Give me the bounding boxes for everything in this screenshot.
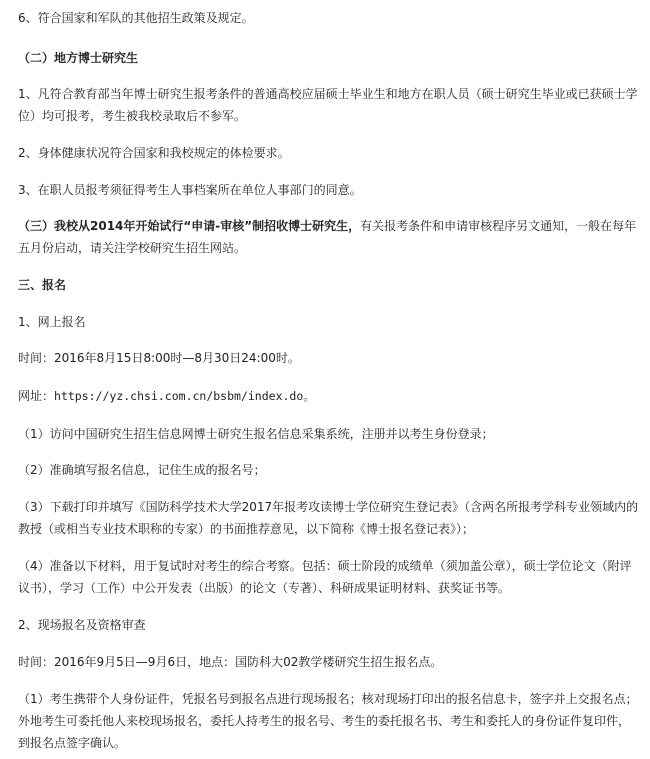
application-review-notice-bold: （三）我校从2014年开始试行“申请-审核”制招收博士研究生， xyxy=(18,219,361,233)
online-signup-url-line xyxy=(18,385,640,407)
application-review-notice xyxy=(18,215,640,259)
local-requirement-1: 1、凡符合教育部当年博士研究生报考条件的普通高校应届硕士毕业生和地方在职人员（硕士研究生毕业或已获硕士学位）均可报考，考生被我校录取后不参军。 xyxy=(18,87,638,123)
section-heading-local-phd: （二）地方博士研究生 xyxy=(18,51,139,65)
application-review-notice-text: 有关报考条件和申请审核程序另文通知，一般在每年五月份启动，请关注学校研究生招生网站。 xyxy=(18,219,637,255)
signup-url-link[interactable]: https://yz.chsi.com.cn/bsbm/index.do。 xyxy=(54,389,315,403)
online-step-2: （2）准确填写报名信息，记住生成的报名号； xyxy=(18,463,266,477)
online-signup-time: 时间：2016年8月15日8:00时—8月30日24:00时。 xyxy=(18,351,300,365)
section-heading-signup: 三、报名 xyxy=(18,278,67,292)
onsite-signup-title: 2、现场报名及资格审查 xyxy=(18,618,146,632)
url-label: 网址： xyxy=(18,389,55,403)
online-step-1: （1）访问中国研究生招生信息网博士研究生报名信息采集系统，注册并以考生身份登录； xyxy=(18,427,494,441)
online-step-4: （4）准备以下材料，用于复试时对考生的综合考察。包括：硕士阶段的成绩单（须加盖公章），硕士学位论文（附评议书），学习（工作）中公开发表（出版）的论文（专著）、科研成果证明材料、获奖证书等。 xyxy=(18,559,632,595)
onsite-step-1: （1）考生携带个人身份证件，凭报名号到报名点进行现场报名；核对现场打印出的报名信息卡，签字并上交报名点；外地考生可委托他人来校现场报名，委托人持考生的报名号、考生的委托报名书、考生和委托人的身份证件复印件，到报名点签字确认。 xyxy=(18,692,638,750)
online-step-3: （3）下载打印并填写《国防科学技术大学2017年报考攻读博士学位研究生登记表》（含两名所报考学科专业领域内的教授（或相当专业技术职称的专家）的书面推荐意见，以下简称《博士报名登记表》）； xyxy=(18,500,639,536)
onsite-signup-time-location: 时间：2016年9月5日—9月6日，地点：国防科大02教学楼研究生招生报名点。 xyxy=(18,655,443,669)
local-requirement-2: 2、身体健康状况符合国家和我校规定的体检要求。 xyxy=(18,146,290,160)
online-signup-title: 1、网上报名 xyxy=(18,315,86,329)
policy-item-6: 6、符合国家和军队的其他招生政策及规定。 xyxy=(18,11,254,25)
local-requirement-3: 3、在职人员报考须征得考生人事档案所在单位人事部门的同意。 xyxy=(18,183,362,197)
